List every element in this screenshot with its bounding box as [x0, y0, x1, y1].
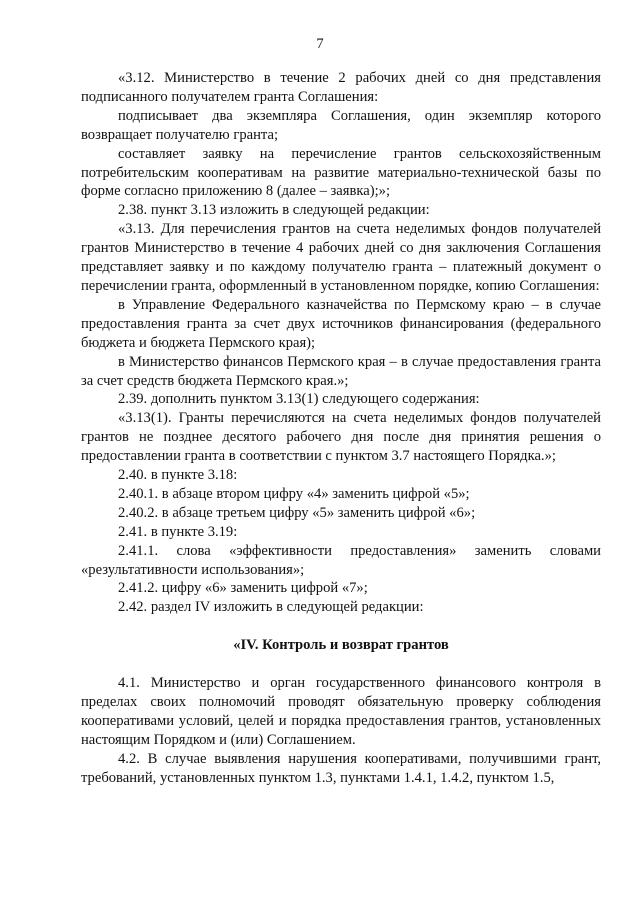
paragraph-2-38: 2.38. пункт 3.13 изложить в следующей редакции:	[118, 202, 430, 219]
paragraph-sign-agreement: подписывает два экземпляра Соглашения, один экземпляр которого возвращает получателю гранта;	[81, 107, 601, 143]
paragraph-4-1: 4.1. Министерство и орган государственного финансового контроля в пределах своих полномочий проводят обязательную проверку соблюдения кооперативами условий, целей и порядка предоставления грантов, установленных настоящим Порядком и (или) Соглашением.	[81, 675, 601, 748]
paragraph-ministry-finance: в Министерство финансов Пермского края – в случае предоставления гранта за счет средств бюджета Пермского края.»;	[81, 353, 601, 389]
paragraph-2-42: 2.42. раздел IV изложить в следующей редакции:	[118, 599, 424, 616]
paragraph-2-40: 2.40. в пункте 3.18:	[118, 467, 238, 484]
document-body	[81, 69, 601, 788]
paragraph-2-40-1: 2.40.1. в абзаце втором цифру «4» заменить цифрой «5»;	[118, 485, 470, 502]
paragraph-treasury: в Управление Федерального казначейства по Пермскому краю – в случае предоставления гранта за счет двух источников финансирования (федерального бюджета и бюджета Пермского края);	[81, 296, 601, 351]
paragraph-2-41-1: 2.41.1. слова «эффективности предоставления» заменить словами «результативности использования»;	[81, 542, 601, 578]
paragraph-2-39: 2.39. дополнить пунктом 3.13(1) следующего содержания:	[118, 391, 480, 408]
section-heading: «IV. Контроль и возврат грантов	[233, 637, 449, 654]
paragraph-compose-request: составляет заявку на перечисление грантов сельскохозяйственным потребительским кооперативам на развитие материально-технической базы по форме согласно приложению 8 (далее – заявка);»;	[81, 145, 601, 200]
paragraph-2-40-2: 2.40.2. в абзаце третьем цифру «5» заменить цифрой «6»;	[118, 504, 476, 521]
paragraph-3-12: «3.12. Министерство в течение 2 рабочих дней со дня представления подписанного получателем гранта Соглашения:	[81, 70, 601, 105]
page-number: 7	[316, 36, 324, 52]
paragraph-3-13-1: «3.13(1). Гранты перечисляются на счета неделимых фондов получателей грантов не позднее десятого рабочего дня после дня принятия решения о предоставлении гранта в соответствии с пунктом 3.7 настоящего Порядка.»;	[81, 410, 601, 465]
paragraph-2-41-2: 2.41.2. цифру «6» заменить цифрой «7»;	[118, 580, 368, 597]
paragraph-4-2: 4.2. В случае выявления нарушения кооперативами, получившими грант, требований, установленных пунктом 1.3, пунктами 1.4.1, 1.4.2, пунктом 1.5,	[81, 750, 601, 786]
paragraph-2-41: 2.41. в пункте 3.19:	[118, 523, 238, 540]
paragraph-3-13: «3.13. Для перечисления грантов на счета неделимых фондов получателей грантов Министерство в течение 4 рабочих дней со дня заключения Соглашения представляет заявку и по каждому получателю гранта – платежный документ о перечислении гранта, оформленный в установленном порядке, копию Соглашения:	[81, 221, 601, 294]
